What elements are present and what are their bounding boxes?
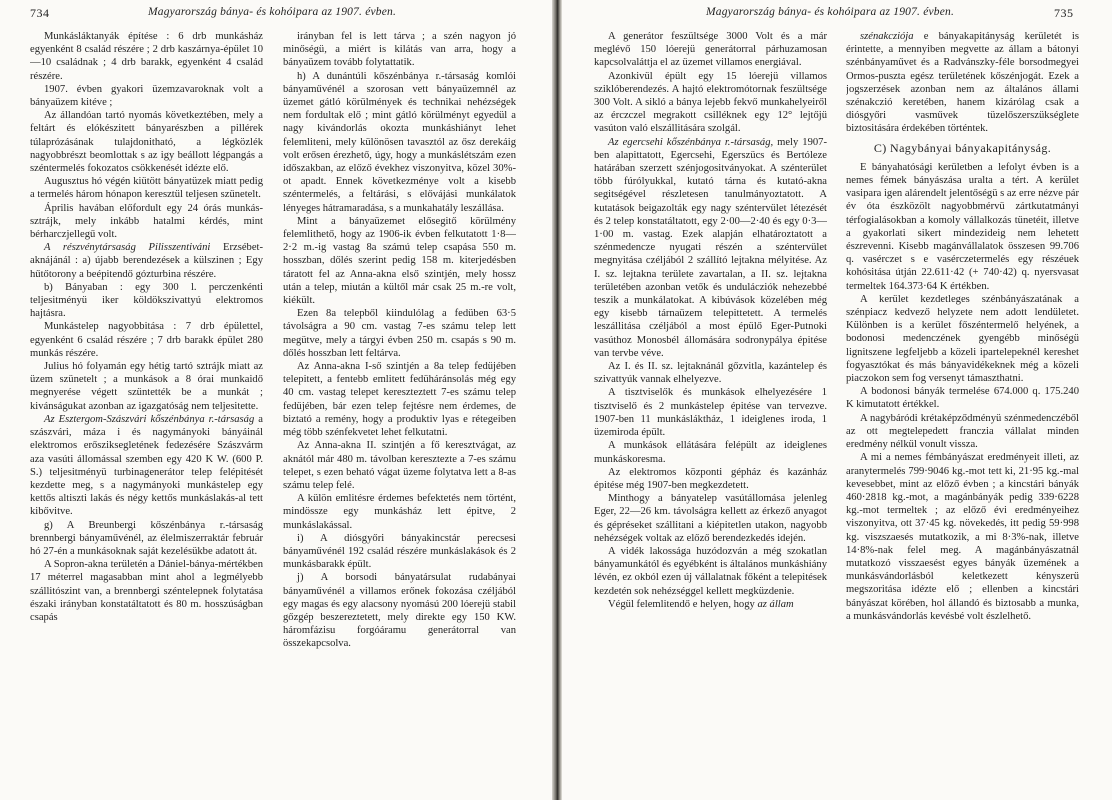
- paragraph: [594, 545, 827, 598]
- paragraph: [594, 492, 827, 545]
- paragraph: [283, 532, 516, 572]
- paragraph: [30, 241, 263, 281]
- paragraph: [283, 307, 516, 360]
- paragraph-text: Julius hó folyamán egy hétig tartó sztrájk miatt az üzem szünetelt ; a munkások a 8 órai munkaidő megnyerése végett szüntették be a munkát ; kivánságukat azonban az igazgatóság nem teljesitette.: [30, 361, 263, 412]
- paragraph-text: Mint a bányaüzemet elősegitő körülmény felemlithető, hogy az 1906-ik évben felkutatott 1·8—2·2 m.-ig vastag 8a számú telep csapása 550 m. hosszban, dőlés szerint pedig 158 m. kiterjedésben táratott fel az Anna-akna első szintjén, mely hossz után a telep, miután a kültől már csak 25 m.-re volt, kiékült.: [283, 215, 516, 307]
- paragraph-text: Augusztus hó végén kiütött bányatüzek miatt pedig a termelés három hónapon keresztül teljesen szünetelt.: [30, 176, 263, 201]
- paragraph: [30, 360, 263, 413]
- paragraph-text: e bányakapitányság kerületét is érintette, a mennyiben megvette az állam a bátonyi szénbányaművet és a Radvánszky-féle borsodmegyei Ormos-puszta egész területének kőszénjogát. Ezek a jogszerzések azonban nem az általános állami szénakczió keretében, hanem kizárólag csak a diósgyőri vasművek tüzelőszerszükséglete biztositására érdekében történtek.: [846, 31, 1079, 135]
- paragraph: [846, 385, 1079, 411]
- paragraph-text: Végül felemlitendő e helyen, hogy: [608, 598, 758, 610]
- paragraph: [846, 412, 1079, 452]
- paragraph-text: A nagybáródi krétaképződményü szénmedenczéből az ott megtelepedett franczia vállalat minden eredmény nélkül vonult vissza.: [846, 412, 1079, 451]
- paragraph-text: A generátor feszültsége 3000 Volt és a már meglévő 150 lóerejü generátorral párhuzamosan kapcsolvaláttja el az üzemet villamos energiával.: [594, 31, 827, 69]
- section-heading: C) Nagybányai bányakapitányság.: [873, 140, 1052, 155]
- paragraph-text: Az Anna-akna I-ső szintjén a 8a telep fedüjében telepitett, a fentebb emlitett fedüháránsolás még egy 40 cm. vastag telepet kereszteztett 7-es számu telep fedüjében, bár ezen telep fejtésre nem érdemes, de biztató a remény, hogy a produktiv lyas e rétegeiben még több szénfekvetet lehet felkutatni.: [283, 361, 516, 439]
- paragraph: [30, 558, 263, 624]
- paragraph: [30, 109, 263, 175]
- right-column-1: [594, 30, 827, 790]
- paragraph-text: b) Bányaban : egy 300 l. perczenkénti teljesitményü iker köldökszivattyú elektromos hajtásra.: [30, 281, 263, 320]
- paragraph-text: j) A borsodi bányatársulat rudabányai bányaművénél a villamos erőnek fokozása czéljából egy magas és egy alacsony nyomású 200 lóerejü stabil gőzgép beszereztetett, mely direkte egy 150 KW. háromfázisu forgóáramu generátorral van összekapcsolva.: [283, 572, 516, 650]
- paragraph-text: irányban fel is lett tárva ; a szén nagyon jó minőségü, a miért is kilátás van arra, hogy a bányaüzem tovább folytattatik.: [283, 31, 516, 69]
- paragraph-text: a szászvári, máza i és nagymányoki bányáinál elektromos erősziksegletének fedezésére Szászvárm aza vasúti állomással szemben egy 420 K W. (600 P. S.) teljesitményü turbinagenerátor telep felépitését kezdette meg, s a nagymányoki munkástelep egy kettős altiszti lakás és négy kettős munkáslakás-al tett kibővitve.: [30, 413, 263, 518]
- paragraph-text: A mi a nemes fémbányászat eredményeit illeti, az aranytermelés 799·9046 kg.-mot tett ki, 21·95 kg.-mal kevesebbet, mint az előző évben ; a kincstári bányák 460·2818 kg.-mot, a magánbányák pedig 339·6228 kg.-mot termeltek ; az előző évi eredményeihez viszonyitva, ott 37·45 kg. növekedés, itt pedig 59·998 kg. viszszaesés mutatkozik, a mi 8·3%-nak, illetve 14·8%-nak felel meg. A magánbányászatnál mutatkozó visszaesést egyes bányák üzemének a munkásvándorlásból keletkezett kényszerü megszoritása idézte elő ; ellenben a kincstári bányászat körében, hol állandó és biztosabb a munka, a munkásvándorlás kevésbé volt észlelhető.: [846, 452, 1079, 622]
- paragraph: [283, 215, 516, 307]
- paragraph: [283, 360, 516, 439]
- paragraph: [594, 386, 827, 439]
- paragraph: [30, 175, 263, 201]
- paragraph: [594, 360, 827, 386]
- paragraph: [846, 451, 1079, 623]
- paragraph-text: Azonkivül épült egy 15 lóerejü villamos sziklóberendezés. A hajtó elektromótornak feszültsége 300 Volt. A sikló a bánya lejebb fekvő munkahelyeiről az érczczel megrakott csilléknek egy 12° lejtőjü vasúton való elszállitására szolgál.: [594, 70, 827, 135]
- paragraph: [30, 202, 263, 242]
- paragraph: [30, 30, 263, 83]
- italic-company-name: A részvénytársaság Pilisszentiváni: [44, 242, 211, 254]
- right-running-head: Magyarország bánya- és kohóipara az 1907. évben.: [706, 6, 955, 18]
- paragraph-text: A bodonosi bányák termelése 674.000 q. 175.240 K kimutatott értékkel.: [846, 386, 1079, 411]
- right-page: [556, 0, 1112, 800]
- italic-company-name: Az Esztergom-Szászvári kőszénbánya r.-társaság: [44, 413, 255, 425]
- paragraph-text: Munkástelep nagyobbitása : 7 drb épülettel, egyenként 6 család részére ; 7 drb barakk épület 280 munkás részére.: [30, 321, 263, 359]
- left-column-2: [283, 30, 516, 790]
- paragraph: [594, 439, 827, 465]
- paragraph-text: Minthogy a bányatelep vasútállomása jelenleg Eger, 22—26 km. távolságra kellett az érkező anyagot és gépréseket szállitani a kiépitetlen utakon, nagyobb nehézségek voltak az előző berendezkedés idején.: [594, 493, 827, 544]
- paragraph: [283, 571, 516, 650]
- paragraph: [30, 519, 263, 559]
- paragraph: [283, 492, 516, 532]
- paragraph-text: 1907. évben gyakori üzemzavaroknak volt a bányaüzem kitéve ;: [30, 83, 263, 109]
- left-column-1: [30, 30, 263, 790]
- left-running-head: Magyarország bánya- és kohóipara az 1907. évben.: [148, 6, 397, 18]
- paragraph: [846, 293, 1079, 385]
- right-page-number: 735: [1054, 6, 1074, 20]
- paragraph: [283, 439, 516, 492]
- paragraph-text: Április havában előfordult egy 24 órás munkás-sztrájk, mely inkább hatalmi kérdés, mint bérharczjellegű volt.: [30, 202, 263, 241]
- italic-company-name: Az egercsehi kőszénbánya r.-társaság,: [608, 136, 774, 148]
- paragraph-text: mely 1907-ben alapittatott, Egercsehi, Egerszücs és Bertóleze határában szerzett szénjogositványokat. A szénterület több fúrólyukkal, kutató tárna és kutató-akna segitségével részletesen tanulmányoztatott. A kutatások beigazolták egy nagy széntervület létezését és 2 telep konstatáltatott, egy 2·00—2·40 és egy 0·3—1·00 m. vastag. Ezek alapján elhatároztatott a szénmedencze nyugati részén a széntervület megnyitása czéljából 2 szállító lejtakna mélyitése. Az I. sz. lejtakna területe zavartalan, a II. sz. lejtakna területében azonban vetők és undulácziók nehezebbé teszik a munkálatokat. A kibúvások közelében még egy kisebb tárnaüzem telepittetett. A termelés leszállitása czéljából a most épülő Eger-Putnoki vasúthoz Monosbél állomására sodronypálya épitése van tervbe véve.: [594, 136, 827, 359]
- paragraph-text: Az Anna-akna II. szintjén a fő keresztvágat, az aknától már 480 m. távolban keresztezte a 7-es számu telepet, s ezen beható vágat üzeme folytatva lett a 8-as számu telep felé.: [283, 440, 516, 491]
- paragraph: [594, 466, 827, 492]
- paragraph-text: h) A dunántúli kőszénbánya r.-társaság komlói bányaművénél a szorosan vett bányaüzemnél az üzemet gátló körülmények és technikai nehézségek nem fordultak elő ; mint gátló körülményt egyedül a nagy kivándorlás okozta munkáshiányt lehet felemliteni, mely különösen tavasztól az ősz derekáig volt erősen érezhető, úgy, hogy a munkáslétszám ezen időszakban, az előző évekhez viszonyitva, közel 30%-ot apadt. Ennek következménye volt a kisebb széntermelés, a feltárási, s elővájási munkálatok lényeges hátramaradása, s a munkahatály leszállása.: [283, 70, 516, 214]
- paragraph-text: Az I. és II. sz. lejtaknánál gőzvitla, kazántelep és szivattyúk vannak elhelyezve.: [594, 361, 827, 386]
- paragraph: [30, 413, 263, 519]
- paragraph: [283, 30, 516, 70]
- paragraph-text: A munkások ellátására felépült az ideiglenes munkáskoresma.: [594, 440, 827, 465]
- paragraph: [594, 70, 827, 136]
- italic-company-name: szénakcziója: [860, 31, 914, 42]
- left-header: [0, 6, 556, 26]
- paragraph: [846, 30, 1079, 136]
- paragraph: [30, 320, 263, 360]
- paragraph-text: E bányahatósági kerületben a lefolyt évben is a nemes fémek bányászása uralta a tért. A kerület vasipara igen alárendelt jelentőségü s az erre nézve pár év óta észközölt nagyobbmérvü zártkutatmányi térfogialásokban a komoly vállalkozás tünetéit, illetve a gyakorlati sikert mindezideig nem lehetett észrevenni. Kisebb magánvállalatok összesen 99.706 q. vasérczet s e vasérczetermelés egy részéuek kohósitása útján 22.611·42 (+ 740·42) q. nyersvasat termeltek 164.373·64 K értékben.: [846, 161, 1079, 292]
- paragraph-text: A kerület kezdetleges szénbányászatának a szénpiacz kedvező helyzete nem adott lendületet. Különben is a kerület főszéntermelő helyének, a bodonosi medenczének gyengébb minőségü lignitszene legfeljebb a közeli ipartelepeknél kereshet fogyasztókat és más bányavidékeknek még a közeli piaczokon sem fog versenyt támaszthatni.: [846, 293, 1079, 385]
- paragraph: [30, 281, 263, 321]
- paragraph-text: g) A Breunbergi kőszénbánya r.-társaság brennbergi bányaművénél, az élelmiszerraktár február hó 27-én a munkásoknak saját kezelésükbe adatott át.: [30, 519, 263, 557]
- paragraph-text: Munkásláktanyák építése : 6 drb munkásház egyenként 8 család részére ; 2 drb kaszárnya-épület 10—10 családnak ; 4 drb barakk, egyenként 4 család részére.: [30, 31, 263, 82]
- paragraph: [594, 30, 827, 70]
- italic-phrase: az állam: [757, 598, 794, 610]
- paragraph-text: A külön emlitésre érdemes befektetés nem történt, mindössze egy munkásház lett épitve, 2 munkáslakással.: [283, 493, 516, 531]
- paragraph: [846, 161, 1079, 293]
- right-header: [556, 6, 1112, 26]
- paragraph: [30, 83, 263, 109]
- paragraph-text: A Sopron-akna területén a Dániel-bánya-mértékben 17 méterrel magasabban mint ahol a legmélyebb szállitószint van, a brennbergi széntelepnek folytatása északi irányban konstatáltatott és 80 m. hosszúságban csapás: [30, 559, 263, 623]
- paragraph: [283, 70, 516, 215]
- paragraph-text: A vidék lakossága huzódozván a még szokatlan bányamunkától és egyébként is általános munkáshiány lévén, ez okból ezen új vállalatnak főként a telepitések kezdetén sok nehézséggel kellett megküzdenie.: [594, 545, 827, 597]
- right-column-2: [846, 30, 1079, 790]
- paragraph-text: Az állandóan tartó nyomás következtében, mely a feltárt és elókészitett bányarészben a pillérek túlaprózásának tulajdonitható, a légközlék nagyobbrészt beomlottak s az igy beállott légpangás a széntermelés fokozatos csökkenését idézte elő.: [30, 110, 263, 175]
- paragraph-text: Ezen 8a telepből kiindulólag a fedüben 63·5 távolságra a 90 cm. vastag 7-es számu telep lett megütve, mely a tárgyi évben 250 m. csapás s 90 m. dőlés hosszban lett feltárva.: [283, 308, 516, 359]
- paragraph-text: i) A diósgyőri bányakincstár perecsesi bányaművénél 192 család részére munkáslakások és 2 munkásbarakk épült.: [283, 532, 516, 571]
- paragraph: [594, 598, 827, 611]
- paragraph: [594, 136, 827, 360]
- left-page-number: 734: [30, 6, 50, 20]
- paragraph-text: A tisztviselők és munkások elhelyezésére 1 tisztviselő és 2 munkástelep épitése van tervezve. 1907-ben 11 munkásláktház, 1 ideiglenes iroda, 1 üzemiroda épült.: [594, 387, 827, 439]
- paragraph-text: Az elektromos központi gépház és kazánház épitése még 1907-ben megkezdetett.: [594, 466, 827, 491]
- paragraph-text: Erzsébet-aknájánál : a) újabb berendezések a külszinen ; Egy hűtőtorony a beépitendő gózturbina részére.: [30, 242, 263, 280]
